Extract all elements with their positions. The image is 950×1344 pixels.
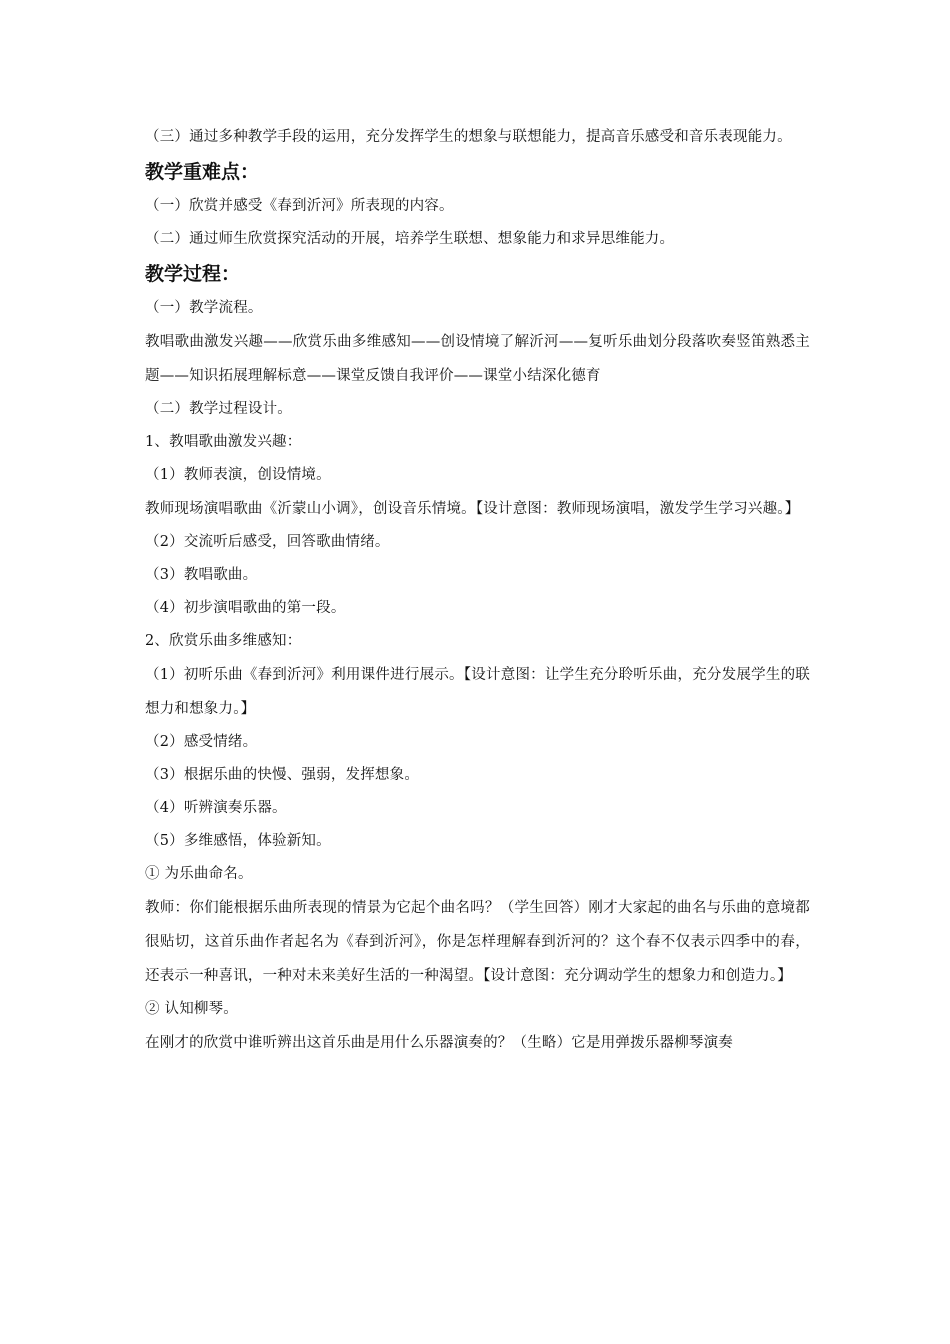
process-line: （一）教学流程。 [145,300,263,316]
process-paragraph: 教师现场演唱歌曲《沂蒙山小调》，创设音乐情境。【设计意图：教师现场演唱，激发学生学习兴趣。】 [145,501,800,517]
heading-process: 教学过程： [145,263,241,285]
process-line: （3）根据乐曲的快慢、强弱，发挥想象。 [145,767,420,783]
process-line: （二）教学过程设计。 [145,401,292,417]
process-paragraph: （1）初听乐曲《春到沂河》利用课件进行展示。【设计意图：让学生充分聆听乐曲，充分发展学生的联想力和想象力。】 [145,667,810,717]
process-line: （5）多维感悟，体验新知。 [145,833,331,849]
process-line: 2、欣赏乐曲多维感知： [145,633,302,649]
process-line: （2）感受情绪。 [145,734,258,750]
process-line: （3）教唱歌曲。 [145,567,258,583]
heading-difficulty: 教学重难点： [145,161,260,183]
process-line: 1、教唱歌曲激发兴趣： [145,434,302,450]
process-paragraph: 教师：你们能根据乐曲所表现的情景为它起个曲名吗？（学生回答）刚才大家起的曲名与乐曲的意境都很贴切，这首乐曲作者起名为《春到沂河》，你是怎样理解春到沂河的？这个春不仅表示四季中的春，还表示一种喜讯，一种对未来美好生活的一种渴望。【设计意图：充分调动学生的想象力和创造力。】 [145,900,810,984]
objective-three: （三）通过多种教学手段的运用，充分发挥学生的想象与联想能力，提高音乐感受和音乐表现能力。 [145,129,792,145]
difficulty-item-2: （二）通过师生欣赏探究活动的开展，培养学生联想、想象能力和求异思维能力。 [145,231,675,247]
process-line: （4）初步演唱歌曲的第一段。 [145,600,346,616]
difficulty-item-1: （一）欣赏并感受《春到沂河》所表现的内容。 [145,198,454,214]
process-line: （1）教师表演，创设情境。 [145,467,331,483]
process-line: （2）交流听后感受，回答歌曲情绪。 [145,534,390,550]
process-paragraph: 在刚才的欣赏中谁听辨出这首乐曲是用什么乐器演奏的？（生略）它是用弹拨乐器柳琴演奏 [145,1035,733,1051]
process-line: （4）听辨演奏乐器。 [145,800,287,816]
process-flow: 教唱歌曲激发兴趣——欣赏乐曲多维感知——创设情境了解沂河——复听乐曲划分段落吹奏竖笛熟悉主题——知识拓展理解标意——课堂反馈自我评价——课堂小结深化德育 [145,334,810,384]
process-line: ① 为乐曲命名。 [145,866,253,882]
process-line: ② 认知柳琴。 [145,1001,239,1017]
